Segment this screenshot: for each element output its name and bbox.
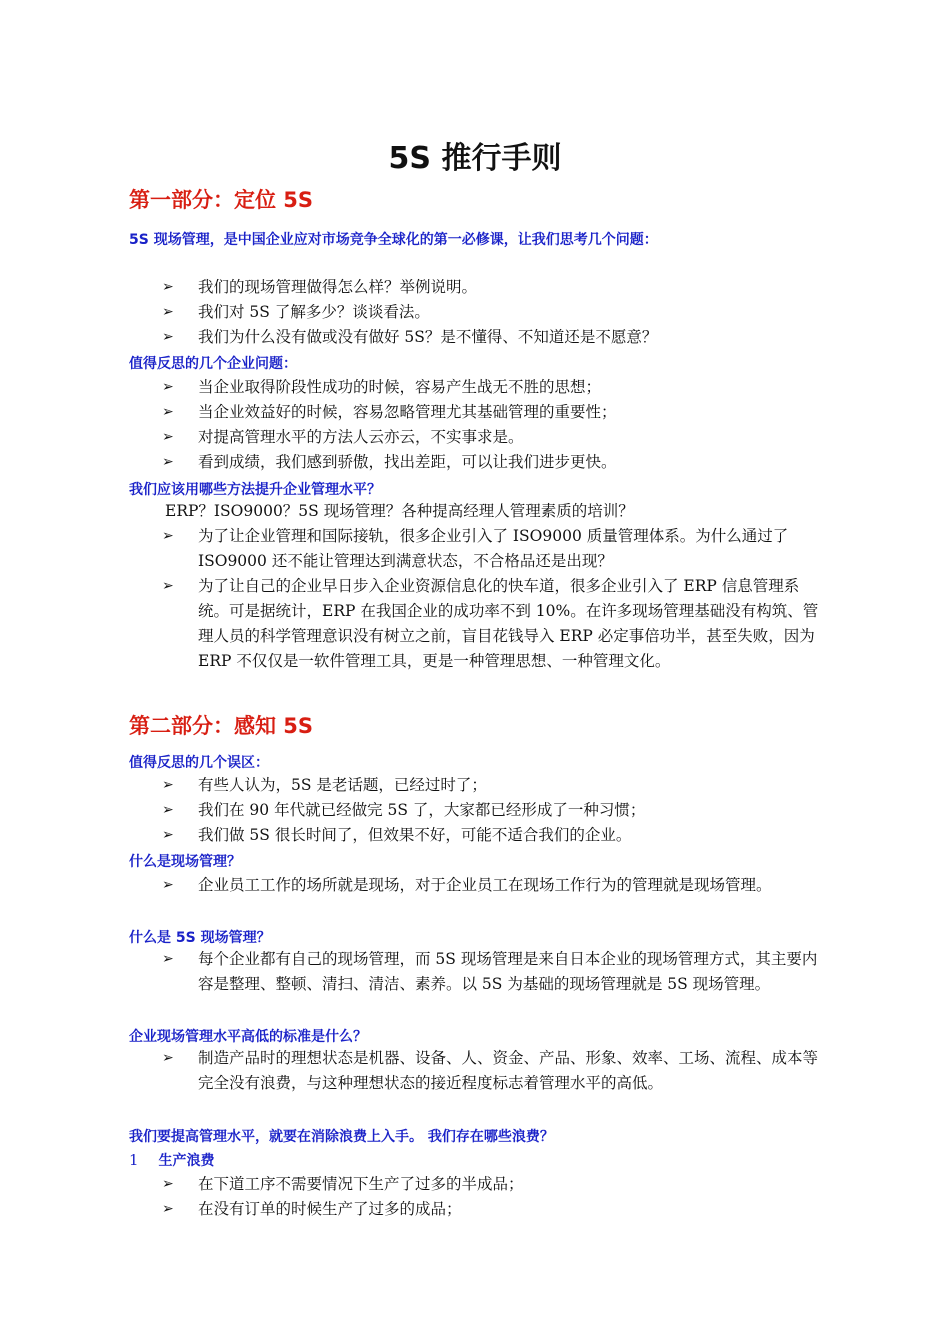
- numbered-heading: [129, 1150, 215, 1170]
- list-item: ➢ 对提高管理水平的方法人云亦云，不实事求是。: [162, 425, 822, 450]
- arrowhead-bullet-icon: ➢: [162, 329, 174, 345]
- arrowhead-bullet-icon: ➢: [162, 279, 174, 295]
- arrowhead-bullet-icon: ➢: [162, 429, 174, 445]
- arrowhead-bullet-icon: ➢: [162, 877, 174, 893]
- list-item: ➢ 我们的现场管理做得怎么样？举例说明。: [162, 275, 822, 300]
- part2-heading: 第二部分：感知 5S: [129, 714, 314, 738]
- reflect-heading: 值得反思的几个企业问题：: [129, 356, 297, 372]
- arrowhead-bullet-icon: ➢: [162, 802, 174, 818]
- heading-number: 1: [129, 1151, 139, 1169]
- standard-heading: 企业现场管理水平高低的标准是什么？: [129, 1029, 367, 1045]
- list-item: ➢ 我们为什么没有做或没有做好 5S？是不懂得、不知道还是不愿意？: [162, 325, 822, 350]
- arrowhead-bullet-icon: ➢: [162, 777, 174, 793]
- arrowhead-bullet-icon: ➢: [162, 951, 174, 967]
- part1-heading: 第一部分：定位 5S: [129, 188, 314, 212]
- list-item: ➢ 我们对 5S 了解多少？谈谈看法。: [162, 300, 822, 325]
- list-item: ➢ 制造产品时的理想状态是机器、设备、人、资金、产品、形象、效率、工场、流程、成本等完全没有浪费，与这种理想状态的接近程度标志着管理水平的高低。: [162, 1046, 822, 1096]
- arrowhead-bullet-icon: ➢: [162, 304, 174, 320]
- method-line: ERP？ISO9000？5S 现场管理？各种提高经理人管理素质的培训？: [165, 502, 634, 520]
- list-item: ➢ 企业员工工作的场所就是现场，对于企业员工在现场工作行为的管理就是现场管理。: [162, 873, 822, 898]
- list-item: ➢ 我们在 90 年代就已经做完 5S 了，大家都已经形成了一种习惯；: [162, 798, 822, 823]
- arrowhead-bullet-icon: ➢: [162, 578, 174, 594]
- arrowhead-bullet-icon: ➢: [162, 1050, 174, 1066]
- list-item: ➢ 有些人认为，5S 是老话题，已经过时了；: [162, 773, 822, 798]
- list-item: ➢ 当企业效益好的时候，容易忽略管理尤其基础管理的重要性；: [162, 400, 822, 425]
- heading-label: 生产浪费: [158, 1153, 215, 1169]
- list-item: ➢ 为了让自己的企业早日步入企业资源信息化的快车道，很多企业引入了 ERP 信息管理系统。可是据统计，ERP 在我国企业的成功率不到 10%。在许多现场管理基础没有构筑、管理人员的科学管理意识没有树立之前，盲目花钱导入 ERP 必定事倍功半，甚至失败，因为 ERP 不仅仅是一软件管理工具，更是一种管理思想、一种管理文化。: [162, 574, 822, 674]
- list-item: ➢ 在没有订单的时候生产了过多的成品；: [162, 1197, 822, 1222]
- misread-heading: 值得反思的几个误区：: [129, 755, 269, 771]
- list-item: ➢ 当企业取得阶段性成功的时候，容易产生战无不胜的思想；: [162, 375, 822, 400]
- list-item: ➢ 我们做 5S 很长时间了，但效果不好，可能不适合我们的企业。: [162, 823, 822, 848]
- list-item: ➢ 每个企业都有自己的现场管理，而 5S 现场管理是来自日本企业的现场管理方式，其主要内容是整理、整顿、清扫、清洁、素养。以 5S 为基础的现场管理就是 5S 现场管理。: [162, 947, 822, 997]
- list-item: ➢ 在下道工序不需要情况下生产了过多的半成品；: [162, 1172, 822, 1197]
- document-title: 5S 推行手则: [388, 141, 562, 176]
- waste-heading: 我们要提高管理水平，就要在消除浪费上入手。 我们存在哪些浪费？: [129, 1129, 554, 1145]
- what-5s-heading: 什么是 5S 现场管理？: [129, 930, 271, 946]
- arrowhead-bullet-icon: ➢: [162, 528, 174, 544]
- part1-intro: 5S 现场管理，是中国企业应对市场竞争全球化的第一必修课，让我们思考几个问题：: [129, 232, 658, 248]
- arrowhead-bullet-icon: ➢: [162, 404, 174, 420]
- list-item: ➢ 为了让企业管理和国际接轨，很多企业引入了 ISO9000 质量管理体系。为什么通过了 ISO9000 还不能让管理达到满意状态，不合格品还是出现？: [162, 524, 822, 574]
- method-heading: 我们应该用哪些方法提升企业管理水平？: [129, 482, 381, 498]
- what-site-heading: 什么是现场管理？: [129, 854, 241, 870]
- arrowhead-bullet-icon: ➢: [162, 1201, 174, 1217]
- list-item: ➢ 看到成绩，我们感到骄傲，找出差距，可以让我们进步更快。: [162, 450, 822, 475]
- arrowhead-bullet-icon: ➢: [162, 454, 174, 470]
- arrowhead-bullet-icon: ➢: [162, 827, 174, 843]
- arrowhead-bullet-icon: ➢: [162, 1176, 174, 1192]
- arrowhead-bullet-icon: ➢: [162, 379, 174, 395]
